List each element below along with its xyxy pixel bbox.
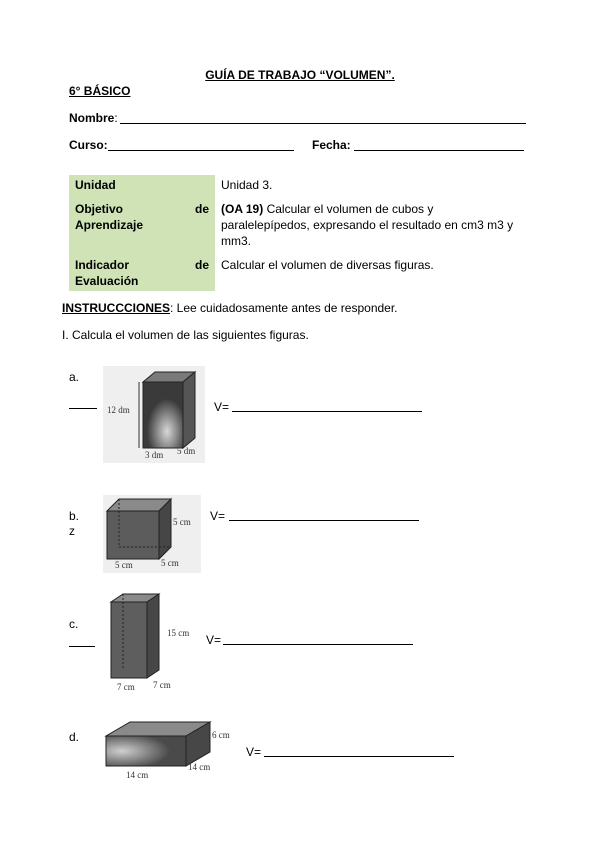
dim-height-label: 15 cm bbox=[167, 628, 190, 638]
prism-side bbox=[147, 594, 159, 678]
cube-b-svg bbox=[103, 495, 201, 573]
answer-label: V= bbox=[246, 745, 262, 759]
item-letter: c. bbox=[69, 617, 79, 631]
curso-label: Curso: bbox=[69, 138, 108, 152]
dim-width-label: 14 cm bbox=[126, 770, 149, 780]
info-table bbox=[69, 175, 530, 291]
dim-height-label: 5 cm bbox=[173, 517, 191, 527]
prism-d-svg bbox=[102, 718, 236, 782]
item-blank[interactable] bbox=[69, 636, 95, 647]
indicador-value: Calcular el volumen de diversas figuras. bbox=[221, 258, 434, 272]
section-title: I. Calcula el volumen de las siguientes figuras. bbox=[62, 328, 309, 342]
prism-c-svg bbox=[107, 592, 195, 692]
nombre-colon: : bbox=[114, 111, 118, 125]
nombre-field[interactable] bbox=[120, 110, 526, 124]
dim-width-label: 7 cm bbox=[117, 682, 135, 692]
table-value-cell bbox=[215, 255, 530, 291]
figure-b bbox=[103, 495, 201, 573]
table-value-cell bbox=[215, 175, 530, 199]
item-letter: a. bbox=[69, 370, 80, 384]
item-letter: b. bbox=[69, 509, 80, 523]
dim-depth-label: 5 cm bbox=[161, 558, 179, 568]
table-key-cell bbox=[69, 199, 215, 255]
dim-height-label: 6 cm bbox=[212, 730, 230, 740]
answer-label: V= bbox=[206, 633, 222, 647]
dim-depth-label: 5 dm bbox=[177, 446, 196, 456]
dim-height-label: 12 dm bbox=[107, 405, 130, 415]
unidad-value: Unidad 3. bbox=[221, 178, 273, 192]
dim-depth-label: 7 cm bbox=[153, 680, 171, 690]
indicador-key: Indicador bbox=[75, 258, 130, 272]
item-letter: d. bbox=[69, 730, 80, 744]
unidad-key: Unidad bbox=[75, 178, 116, 192]
table-key-cell bbox=[69, 175, 215, 199]
table-key-cell bbox=[69, 255, 215, 291]
answer-field-b[interactable] bbox=[229, 507, 419, 521]
table-row bbox=[69, 199, 530, 255]
answer-label: V= bbox=[210, 509, 226, 523]
figure-c bbox=[107, 592, 195, 692]
instructions-label: INSTRUCCCIONES bbox=[62, 301, 171, 315]
prism-side bbox=[183, 372, 195, 448]
nombre-row bbox=[69, 111, 118, 125]
fecha-field[interactable] bbox=[354, 137, 524, 151]
table-row bbox=[69, 255, 530, 291]
table-value-cell bbox=[215, 199, 530, 255]
table-row bbox=[69, 175, 530, 199]
answer-field-c[interactable] bbox=[223, 631, 413, 645]
instructions-text: : Lee cuidadosamente antes de responder. bbox=[170, 301, 398, 315]
item-extra: z bbox=[69, 524, 75, 538]
objetivo-value: Calcular el volumen de cubos y paralelepípedos, expresando el resultado en cm3 m3 y mm3. bbox=[221, 202, 514, 248]
figure-a bbox=[103, 366, 205, 463]
indicador-key-de: de bbox=[194, 258, 209, 272]
objetivo-key-de: de bbox=[194, 202, 209, 216]
indicador-key-2: Evaluación bbox=[75, 274, 139, 288]
dim-depth-label: 14 cm bbox=[188, 762, 211, 772]
grade-level: 6° BÁSICO bbox=[69, 84, 131, 98]
answer-label: V= bbox=[214, 400, 230, 414]
answer-field-a[interactable] bbox=[232, 398, 422, 412]
figure-d bbox=[102, 718, 236, 782]
objetivo-code: (OA 19) bbox=[221, 202, 264, 216]
nombre-label: Nombre bbox=[69, 111, 115, 125]
objetivo-key: Objetivo bbox=[75, 202, 124, 216]
prism-front bbox=[111, 602, 147, 678]
curso-field[interactable] bbox=[108, 137, 294, 151]
prism-a-svg bbox=[103, 366, 205, 463]
page-title: GUÍA DE TRABAJO “VOLUMEN”. bbox=[205, 68, 395, 82]
instructions bbox=[62, 301, 398, 315]
item-blank[interactable] bbox=[69, 398, 97, 409]
dim-width-label: 3 dm bbox=[145, 450, 164, 460]
prism-front bbox=[106, 736, 186, 766]
dim-width-label: 5 cm bbox=[115, 560, 133, 570]
prism-front bbox=[143, 382, 183, 448]
cube-front bbox=[107, 511, 159, 559]
objetivo-key-2: Aprendizaje bbox=[75, 218, 144, 232]
fecha-label: Fecha: bbox=[312, 138, 351, 152]
answer-field-d[interactable] bbox=[264, 743, 454, 757]
